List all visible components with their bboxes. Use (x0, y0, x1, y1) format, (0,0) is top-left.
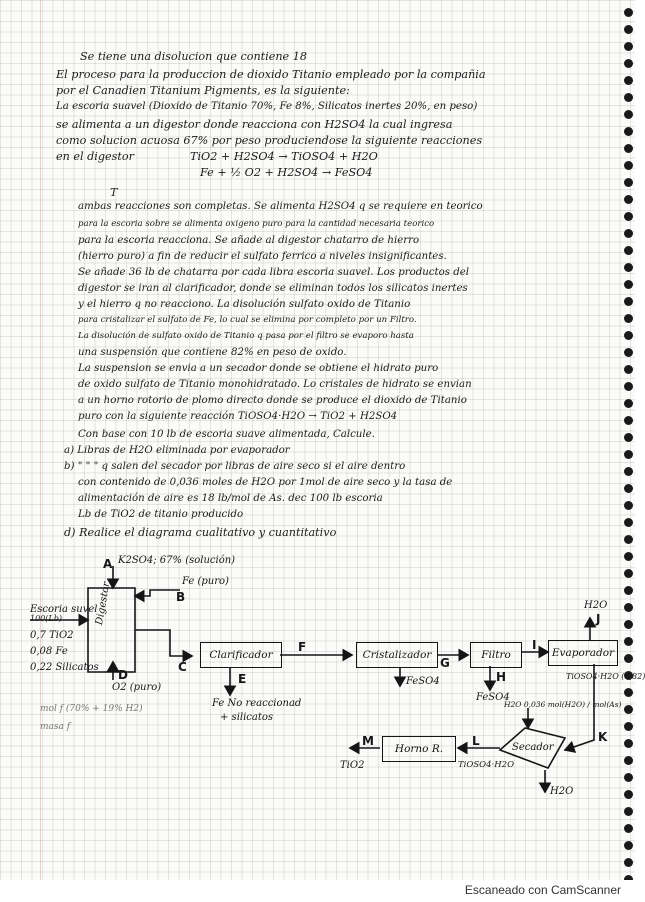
feed-comp-silicatos: 0,22 Silicatos (30, 662, 99, 673)
text-line: y el hierro q no reacciono. La disolución sulfato oxido de Titanio (78, 299, 411, 310)
text-line: ambas reacciones son completas. Se alimenta H2SO4 q se requiere en teorico (78, 201, 483, 212)
stream-h-label: FeSO4 (476, 692, 510, 703)
text-line: El proceso para la produccion de dioxido Titanio empleado por la compañia (56, 68, 486, 81)
stream-label-c: C (178, 660, 187, 674)
scanner-footer (0, 880, 635, 902)
stream-m-label: TiO2 (340, 760, 365, 771)
stream-j-label: H2O (584, 600, 608, 611)
stream-label-d: D (118, 668, 128, 682)
text-line: con contenido de 0,036 moles de H2O por 1mol de aire seco y la tasa de (78, 477, 453, 488)
text-line: una suspensión que contiene 82% en peso de oxido. (78, 347, 347, 358)
text-line: La escoria suavel (Dioxido de Titanio 70%, Fe 8%, Silicatos inertes 20%, en peso) (56, 101, 478, 112)
question-a: a) Libras de H2O eliminada por evaporador (64, 445, 290, 456)
stream-label-f: F (298, 640, 307, 654)
stream-label-a: A (103, 557, 113, 571)
text-line: Se tiene una disolucion que contiene 18 (80, 50, 307, 63)
text-line: en el digestor (56, 150, 134, 163)
stream-label-k: K (598, 730, 608, 744)
stream-label-l: L (472, 734, 480, 748)
filtro-unit: Filtro (470, 642, 522, 668)
evaporador-unit: Evaporador (548, 640, 618, 666)
text-line: alimentación de aire es 18 lb/mol de As. dec 100 lb escoria (78, 493, 383, 504)
stream-a-label: K2SO4; 67% (solución) (118, 555, 236, 566)
question-b: b) " " " q salen del secador por libras de aire seco si el aire dentro (64, 461, 406, 472)
feed-comp-fe: 0,08 Fe (30, 646, 68, 657)
stream-label-e: E (238, 672, 247, 686)
stream-k-label: TiOSO4·H2O (0,82) (566, 672, 645, 681)
text-line: La suspension se envia a un secador donde se obtiene el hidrato puro (78, 363, 439, 374)
stream-label-j: J (596, 612, 601, 626)
digestor-unit-label: Digestor (94, 581, 113, 626)
text-line: para cristalizar el sulfato de Fe, lo cual se elimina por completo por un Filtro. (78, 315, 417, 325)
text-line: de oxido sulfato de Titanio monohidratado. Lo cristales de hidrato se envian (78, 379, 472, 390)
text-line: Con base con 10 lb de escoria suave alimentada, Calcule. (78, 429, 375, 440)
clarificador-unit: Clarificador (200, 642, 282, 668)
feed-mass: 100(Lb) (30, 614, 62, 623)
question-c: Lb de TiO2 de titanio producido (78, 509, 244, 520)
dryer-out-label: H2O (550, 786, 574, 797)
question-d: d) Realice el diagrama cualitativo y cuantitativo (64, 526, 337, 539)
text-line: puro con la siguiente reacción TiOSO4·H2O → TiO2 + H2SO4 (78, 411, 398, 422)
stream-label-b: B (176, 590, 186, 604)
feed-label: Escoria suvel (30, 604, 98, 615)
text-line: digestor se iran al clarificador, donde se eliminan todos los silicatos inertes (78, 283, 468, 294)
text-line: T (110, 186, 118, 199)
text-line: se alimenta a un digestor donde reacciona con H2SO4 la cual ingresa (56, 118, 453, 131)
text-line: como solucion acuosa 67% por peso produciendose la siguiente reacciones (56, 134, 483, 147)
text-line: por el Canadien Titanium Pigments, es la siguiente: (56, 84, 350, 97)
text-line: (hierro puro) a fin de reducir el sulfato ferrico a niveles insignificantes. (78, 251, 447, 262)
stream-label-h: H (496, 670, 507, 684)
secador-unit-label: Secador (512, 742, 554, 753)
stream-l-label: TiOSO4·H2O (458, 760, 515, 770)
text-line: La disolución de sulfato oxido de Titanio q pasa por el filtro se evaporo hasta (78, 331, 414, 341)
stream-d-label: O2 (puro) (112, 682, 162, 693)
text-line: Se añade 36 lb de chatarra por cada libra escoria suavel. Los productos del (78, 267, 470, 278)
reaction-equation: Fe + ½ O2 + H2SO4 → FeSO4 (200, 166, 373, 179)
stream-label-i: I (532, 638, 537, 652)
margin-note: mol f (70% + 19% H2) (40, 704, 143, 714)
horno-unit: Horno R. (382, 736, 456, 762)
stream-e-label: Fe No reaccionad (212, 698, 302, 709)
scanner-watermark: Escaneado con CamScanner (464, 883, 621, 897)
text-line: para la escoria sobre se alimenta oxigeno puro para la cantidad necesaria teorico (78, 219, 435, 229)
cristalizador-unit: Cristalizador (356, 642, 438, 668)
margin-note: masa f (40, 722, 71, 732)
feed-comp-tio2: 0,7 TiO2 (30, 630, 74, 641)
reaction-equation: TiO2 + H2SO4 → TiOSO4 + H2O (190, 150, 378, 163)
stream-label-g: G (440, 656, 450, 670)
stream-label-m: M (362, 734, 374, 748)
crystal-out-label: FeSO4 (406, 676, 440, 687)
air-label: H2O 0,036 mol(H2O) / mol(As) (504, 700, 622, 709)
text-line: a un horno rotorio de plomo directo donde se produce el dioxido de Titanio (78, 395, 467, 406)
text-line: para la escoria reacciona. Se añade al digestor chatarro de hierro (78, 235, 420, 246)
stream-e-label-2: + silicatos (220, 712, 274, 723)
stream-b-label: Fe (puro) (182, 576, 229, 587)
